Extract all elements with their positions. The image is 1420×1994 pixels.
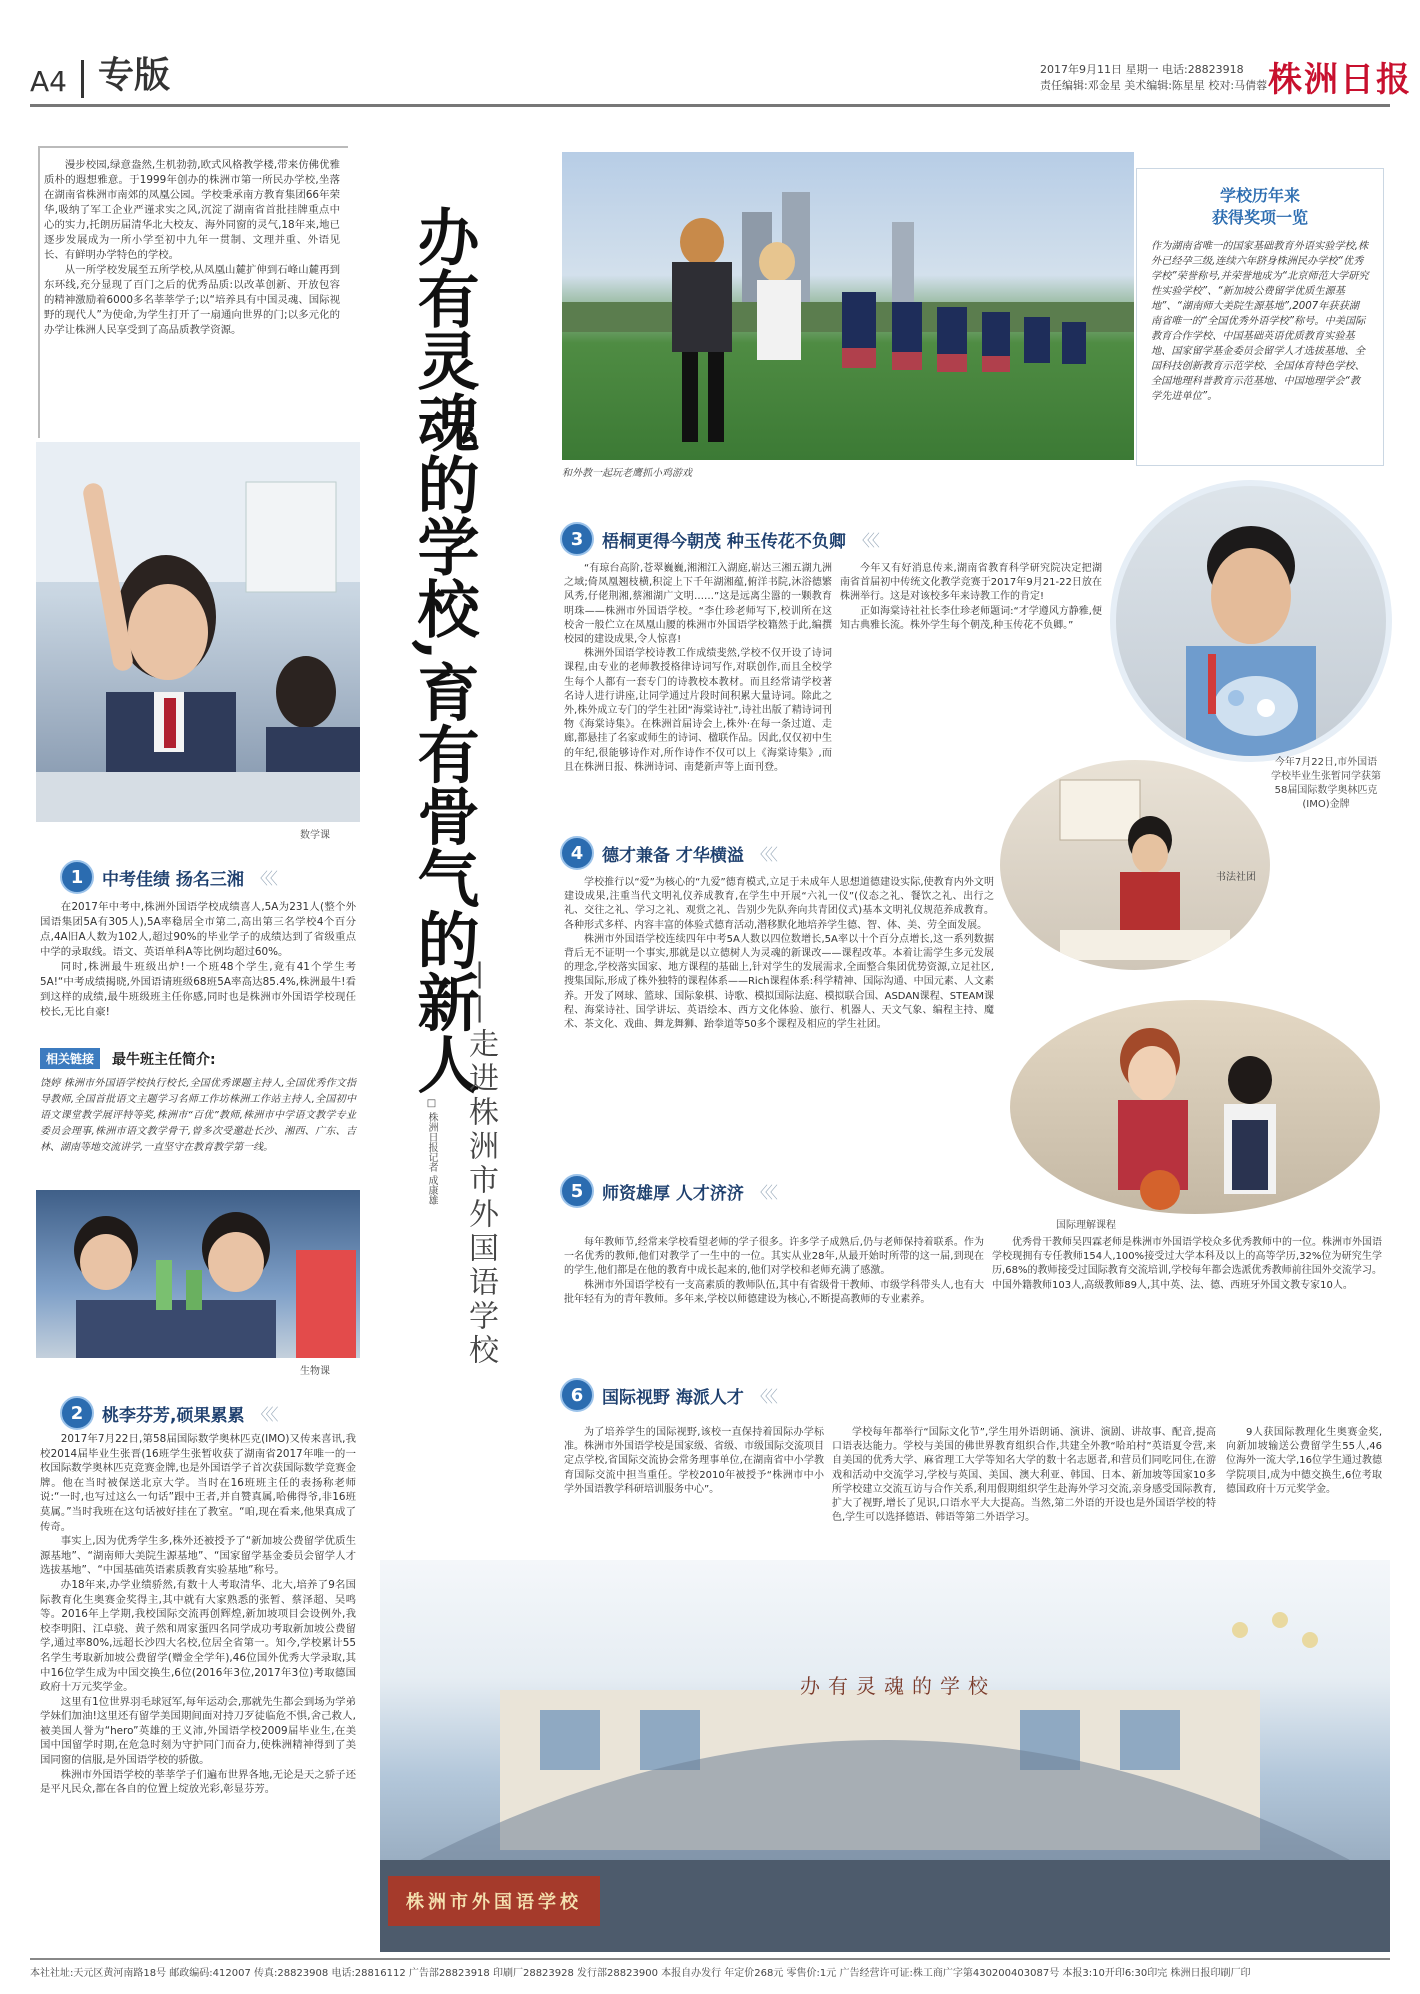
section-title: 德才兼备 才华横溢: [602, 845, 744, 866]
masthead: 株洲日报: [1268, 60, 1412, 100]
section-5-col-a: [564, 1236, 984, 1307]
sub-headline: ——走进株洲市外国语学校: [463, 960, 498, 1368]
top-photo-caption: 和外教一起玩老鹰抓小鸡游戏: [562, 468, 692, 479]
top-photo-eagle-game: [562, 152, 1134, 460]
section-name: 专版: [97, 55, 170, 96]
related-link-heading: [40, 1048, 216, 1069]
paragraph: 株洲市外国语学校连续四年中考5A人数以四位数增长,5A率以十个百分点增长,这一系列数据背后无不证明一个事实,那就是以立德树人为灵魂的新课改——课程改革。本着让需学生多元发展的理念,学校落实国家、地方课程的基础上,针对学生的发展需求,全面整合集团优势资源,立足社区,搜集国际,形成了株外独特的课程体系——Rich课程体系:科学精神、国际沟通、中国元素、人文素养。开发了网球、篮球、国际象棋、诗歌、模拟国际法庭、模拟联合国、ASDAN课程、STEAM课程、海棠诗社、国学讲坛、英语绘本、西方文化体验、旅行、机器人、天文气象、编程主持、魔术、茶文化、戏曲、舞龙舞狮、跆拳道等50多个课程及相应的学生社团。: [564, 933, 994, 1031]
student-raising-hand-illustration: [36, 442, 360, 822]
math-class-photo: [36, 442, 360, 822]
awards-title-line2: 获得奖项一览: [1211, 208, 1308, 227]
section-number: 4: [560, 836, 594, 870]
paragraph: 这里有1位世界羽毛球冠军,每年运动会,那就先生都会到场为学弟学妹们加油!这里还有留学美国期间面对持刀歹徒临危不惧,舍己救人,被美国人誉为“hero”英雄的王义沛,外国语学校2009届毕业生,在美国中国留学时期,在危急时刻为守护同门而奋力,使株洲精神得到了美国同窗的信服,是外国语学校的骄傲。: [40, 1695, 356, 1767]
game-scene-illustration: [562, 152, 1134, 460]
calligraphy-illustration: [1000, 760, 1270, 970]
paragraph: 2017年7月22日,第58届国际数学奥林匹克(IMO)又传来喜讯,我校2014届毕业生张晋(16班学生张暂收获了湖南省2017年唯一的一枚国际数学奥林匹克竞赛金牌,也是外国语学子首次获国际数学竞赛金牌。他在当时被保送北京大学。当时在16班班主任的表扬称老师说:“一时,也写过这么一句话”跟中王者,并自赞真属,哈佛得爷,非16班莫属。”当时我班在这句话被好挂在了教室。“咱,现在看来,他果真成了传奇。: [40, 1433, 356, 1533]
section-3-col-1: [564, 562, 832, 775]
paragraph: 今年又有好消息传来,湖南省教育科学研究院决定把湖南省首届初中传统文化教学竞赛于2017年9月21-22日放在株洲举行。这是对该校多年来诗教工作的肯定!: [840, 563, 1102, 603]
calligraphy-caption: 书法社团: [1216, 872, 1256, 883]
section-2-body: [40, 1432, 356, 1797]
chevrons-icon: 〈〈〈: [751, 1182, 775, 1202]
section-4-body: [564, 876, 994, 1032]
paragraph: 学校每年都举行“国际文化节”,学生用外语朗诵、演讲、演剧、讲故事、配音,提高口语表达能力。学校与美国的佛世界教育组织合作,共建全外教“哈珀村”英语夏令营,来自美国的优秀大学、麻省理工大学等知名大学的数十名志愿者,和营员们同吃同住,在游戏和活动中交流学习,学校与英国、美国、澳大利亚、韩国、日本、新加坡等国家10多所学校建立交流互访与合作关系,利用假期组织学生赴海外学习交流,亲身感受国际教育,扩大了视野,增长了见识,口语水平大大提高。当然,第二外语的开设也是外国语学校的特色,学生可以选择德语、韩语等第二外语学习。: [832, 1427, 1216, 1524]
awards-box: [1136, 168, 1384, 466]
paragraph: 9人获国际教理化生奥赛金奖,向新加坡输送公费留学生55人,46位海外一流大学,16位学生通过教德学院项目,成为中德交换生,6位考取德国政府十万元奖学金。: [1226, 1427, 1382, 1495]
paragraph: 株洲市外国语学校的莘莘学子们遍布世界各地,无论是天之骄子还是平凡民众,都在各自的位置上绽放光彩,彰显芬芳。: [40, 1768, 356, 1796]
paragraph: 株洲市外国语学校有一支高素质的教师队伍,其中有省级骨干教师、市级学科带头人,也有大批年轻有为的青年教师。多年来,学校以师德建设为核心,不断提高教师的专业素养。: [564, 1279, 984, 1305]
header-meta: [1040, 62, 1267, 94]
school-gate-sign: 株洲市外国语学校: [388, 1876, 600, 1926]
page-number: A4: [30, 65, 67, 98]
header-rule: [30, 104, 1390, 107]
student-portrait-illustration: [1116, 486, 1386, 756]
section-6-col-3: [1226, 1426, 1382, 1497]
building-slogan: 办有灵魂的学校: [800, 1674, 996, 1698]
chevrons-icon: 〈〈〈: [853, 530, 877, 550]
section-6-col-1: [564, 1426, 824, 1497]
section-6-heading: [560, 1378, 775, 1412]
staff-line: 责任编辑:邓金星 美术编辑:陈星星 校对:马倩蓉: [1040, 79, 1268, 92]
chevrons-icon: 〈〈〈: [252, 1404, 276, 1424]
section-6-col-2: [832, 1426, 1216, 1525]
chevrons-icon: 〈〈〈: [751, 844, 775, 864]
section-4-heading: [560, 836, 775, 870]
school-campus-photo: [380, 1560, 1390, 1952]
related-text: 饶婷 株洲市外国语学校执行校长,全国优秀课题主持人,全国优秀作文指导教师,全国首批语文主题学习名师工作坊株洲工作站主持人,全国初中语文课堂教学展评特等奖,株洲市“百优”教师,株洲市中学语文教学专业委员会理事,株洲市语文教学骨干,曾多次受邀赴长沙、湘西、广东、吉林、湖南等地交流讲学,一直坚守在教育教学第一线。: [40, 1078, 356, 1153]
international-course-caption: 国际理解课程: [1056, 1220, 1116, 1231]
related-label: 相关链接: [40, 1048, 100, 1069]
lead-paragraph: 从一所学校发展至五所学校,从凤凰山麓扩伸到石峰山麓再到东环线,充分显现了百门之后的优秀品质:以改革创新、开放包容的精神激励着6000多名莘莘学子;以“培养具有中国灵魂、国际视野的现代人”为使命,为学生打开了一扇通向世界的门;以多元化的办学让株洲人民享受到了高品质教学资源。: [44, 264, 340, 336]
main-headline: 办有灵魂的学校,育有骨气的新人: [407, 205, 480, 1095]
header-divider: [81, 60, 84, 98]
international-course-photo: [1010, 1000, 1380, 1214]
paragraph: 每年教师节,经常来学校看望老师的学子很多。许多学子成熟后,仍与老师保持着联系。作为一名优秀的教师,他们对教学了一生中的一位。其实从业28年,从最开始时所带的这一届,到现在的学生,他们都是在他的教育中成长起来的,他们对学校和老师充满了感激。: [564, 1237, 984, 1277]
paragraph: 为了培养学生的国际视野,该校一直保持着国际办学标准。株洲市外国语学校是国家级、省级、市级国际交流项目定点学校,省国际交流协会常务理事单位,在湖南省中小学教育国际交流中担当重任。学校2010年被授予“株洲市中小学外国语教学科研培训服务中心”。: [564, 1427, 824, 1495]
section-number: 3: [560, 522, 594, 556]
section-title: 桃李芬芳,硕果累累: [102, 1405, 245, 1426]
related-title: 最牛班主任简介:: [112, 1051, 216, 1068]
biology-class-photo: [36, 1190, 360, 1358]
page-header-left: [30, 52, 170, 98]
footer-info: 本社社址:天元区黄河南路18号 邮政编码:412007 传真:28823908 电话:28816112 广告部28823918 印刷厂28823928 发行部28823900 本报自办发行 年定价268元 零售价:1元 广告经营许可证:株工商广字第430200403087号 本报3:10开印6:30印完 株洲日报印刷厂印: [30, 1958, 1390, 1979]
section-number: 1: [60, 860, 94, 894]
calligraphy-club-photo: [1000, 760, 1270, 970]
paragraph: 株洲外国语学校诗教工作成绩斐然,学校不仅开设了诗词课程,由专业的老师教授格律诗词写作,对联创作,而且全校学生每个人都有一套专门的诗教校本教材。而且经常请学校著名诗人进行讲座,让同学通过片段时间积累大量诗词。除此之外,株外成立专门的学生社团“海棠诗社”,诗社出版了精诗词刊物《海棠诗集》。在株洲首届诗会上,株外·在每一条过道、走廊,都悬挂了名家或师生的诗词、楹联作品。因此,仅仅初中生的年纪,很能够诗作对,所作诗作不仅可以上《海棠诗集》,而且在株洲日报、株洲诗词、南楚新声等上面刊登。: [564, 648, 832, 773]
section-title: 中考佳绩 扬名三湘: [102, 869, 244, 890]
section-title: 梧桐更得今朝茂 种玉传花不负卿: [602, 531, 846, 552]
students-with-plants-illustration: [36, 1190, 360, 1358]
section-5-heading: [560, 1174, 775, 1208]
section-number: 6: [560, 1378, 594, 1412]
section-5-col-b: [992, 1236, 1382, 1293]
awards-text: 作为湖南省唯一的国家基础教育外语实验学校,株外已经孕三级,连续六年跻身株洲民办学校“优秀学校”荣誉称号,并荣誉地成为“北京师范大学研究性实验学校”、“新加坡公费留学优质生源基地”、“湖南师大美院生源基地”,2007年获获湖南省唯一的“全国优秀外语学校”称号。中美国际教育合作学校、中国基础英语优质教育实验基地、国家留学基金委员会留学人才选拔基地、全国科技创新教育示范学校、全国体育特色学校、全国地理科普教育示范基地、中国地理学会“教学先进单位”。: [1151, 241, 1369, 402]
section-1-heading: [60, 860, 275, 894]
section-number: 5: [560, 1174, 594, 1208]
byline: □ 株洲日报记者 成康雄: [426, 1098, 437, 1206]
chevrons-icon: 〈〈〈: [251, 868, 275, 888]
section-2-heading: [60, 1396, 275, 1430]
paragraph: 同时,株洲最牛班级出炉!一个班48个学生,竟有41个学生考5A!“中考成绩揭晓,外国语请班级68班5A率高达85.4%,株洲最牛!看到这样的成绩,最牛班级班主任你感,同时也是株洲市外国语学校现任校长,无比自豪!: [40, 961, 356, 1018]
paragraph: “有琼台高阶,苍翠巍巍,湘湘江入湖庭,崭达三湘五湖九洲之域;倚凤凰翘枝横,积淀上下千年湖湘蕴,俯洋书院,沐浴德繁风秀,仔佬荆湘,蔡湘湖广文明……”这是远离尘嚣的一颗教育明珠——株洲市外国语学校。“李仕珍老师写下,校训所在这校舍一般伫立在凤凰山腰的株洲市外国语学校籍然于此,编撰校园的建设成果,令人惊喜!: [564, 563, 832, 646]
biology-photo-caption: 生物课: [300, 1366, 330, 1377]
date-line: 2017年9月11日 星期一 电话:28823918: [1040, 63, 1244, 76]
section-1-body: [40, 900, 356, 1020]
gold-medal-caption: 今年7月22日,市外国语学校毕业生张暂同学获第58届国际数学奥林匹克(IMO)金牌: [1271, 757, 1381, 810]
section-title: 师资雄厚 人才济济: [602, 1183, 744, 1204]
paragraph: 在2017年中考中,株洲外国语学校成绩喜人,5A为231人(整个外国语集团5A有305人),5A率稳居全市第二,高出第三名学校4个百分点,4A旧A人数为102人,超过90%的毕业学子的成绩达到了省级重点中学的录取线。语文、英语单科A等比例均超过60%。: [40, 901, 356, 958]
awards-title-line1: 学校历年来: [1219, 186, 1300, 205]
paragraph: 办18年来,办学业绩骄然,有数十人考取清华、北大,培养了9名国际教育化生奥赛金奖得主,其中就有大家熟悉的张暂、蔡泽超、吴鸣等。2016年上学期,我校国际交流再创辉煌,新加坡项目会设例外,我校李明阳、江卓骁、黄子然和周家蛋四名同学成功考取新加坡公费留学,通过率80%,远超长沙四大名校,位居全省第一。知今,学校累计55名学生考取新加坡公费留学(赠金全学年),46位国外优秀大学录取,其中16位学生成为中国交换生,6位(2016年3位,2017年3位)考取德国政府十万元奖学金。: [40, 1578, 356, 1694]
lead-text: [44, 158, 340, 338]
section-number: 2: [60, 1396, 94, 1430]
section-3-col-2: [840, 562, 1102, 633]
math-photo-caption: 数学课: [300, 830, 330, 841]
gold-medal-student-photo: [1110, 480, 1392, 762]
paragraph: 学校推行以“爱”为核心的“九爱”德育模式,立足于未成年人思想道德建设实际,使教育内外文明建设成果,注重当代文明礼仪养成教育,在学生中开展“六礼一仪”(仪态之礼、餐饮之礼、出行之礼、交往之礼、学习之礼、观赏之礼、告别少先队奔向共青团仪式)基本文明礼仪规范养成教育。各种形式多样、内容丰富的体验式德育活动,潜移默化地培养学生德、智、体、美、劳全面发展。: [564, 877, 994, 931]
section-3-heading: [560, 522, 877, 556]
paragraph: 事实上,因为优秀学生多,株外还被授予了“新加坡公费留学优质生源基地”、“湖南师大美院生源基地”、“国家留学基金委员会留学人才选拔基地”、“中国基础英语素质教育实验基地”称号。: [40, 1535, 356, 1577]
teacher-and-students-illustration: [1010, 1000, 1380, 1214]
paragraph: 优秀骨干教师吴四霖老师是株洲市外国语学校众多优秀教师中的一位。株洲市外国语学校现拥有专任教师154人,100%接受过大学本科及以上的高等学历,32%位为研究生学历,68%的教师接受过国际教育交流培训,学校每年都会选派优秀教师前往国外交流学习。中国外籍教师103人,高级教师89人,其中英、法、德、西班牙外国文教专家10人。: [992, 1237, 1382, 1291]
section-title: 国际视野 海派人才: [602, 1387, 744, 1408]
paragraph: 正如海棠诗社社长李仕珍老师题词:“才学遵风方静雅,便知古典雅长流。株外学生每个朝茂,种玉传花不负卿。”: [840, 605, 1102, 631]
chevrons-icon: 〈〈〈: [751, 1386, 775, 1406]
lead-paragraph: 漫步校园,绿意盎然,生机勃勃,欧式风格教学楼,带来仿佛优雅质朴的遐想雅意。于1999年创办的株洲市第一所民办学校,坐落在湖南省株洲市南郊的凤凰公园。学校秉承南方教育集团66年荣华,吸纳了军工企业严谨求实之风,沉淀了湖南省首批挂牌重点中心的实力,托朗历届清华北大校友、海外同窗的灵气,18年来,地已逐步发展成为一所小学至初中九年一贯制、文理并重、外语见长、有鲜明办学特色的学校。: [44, 159, 340, 261]
